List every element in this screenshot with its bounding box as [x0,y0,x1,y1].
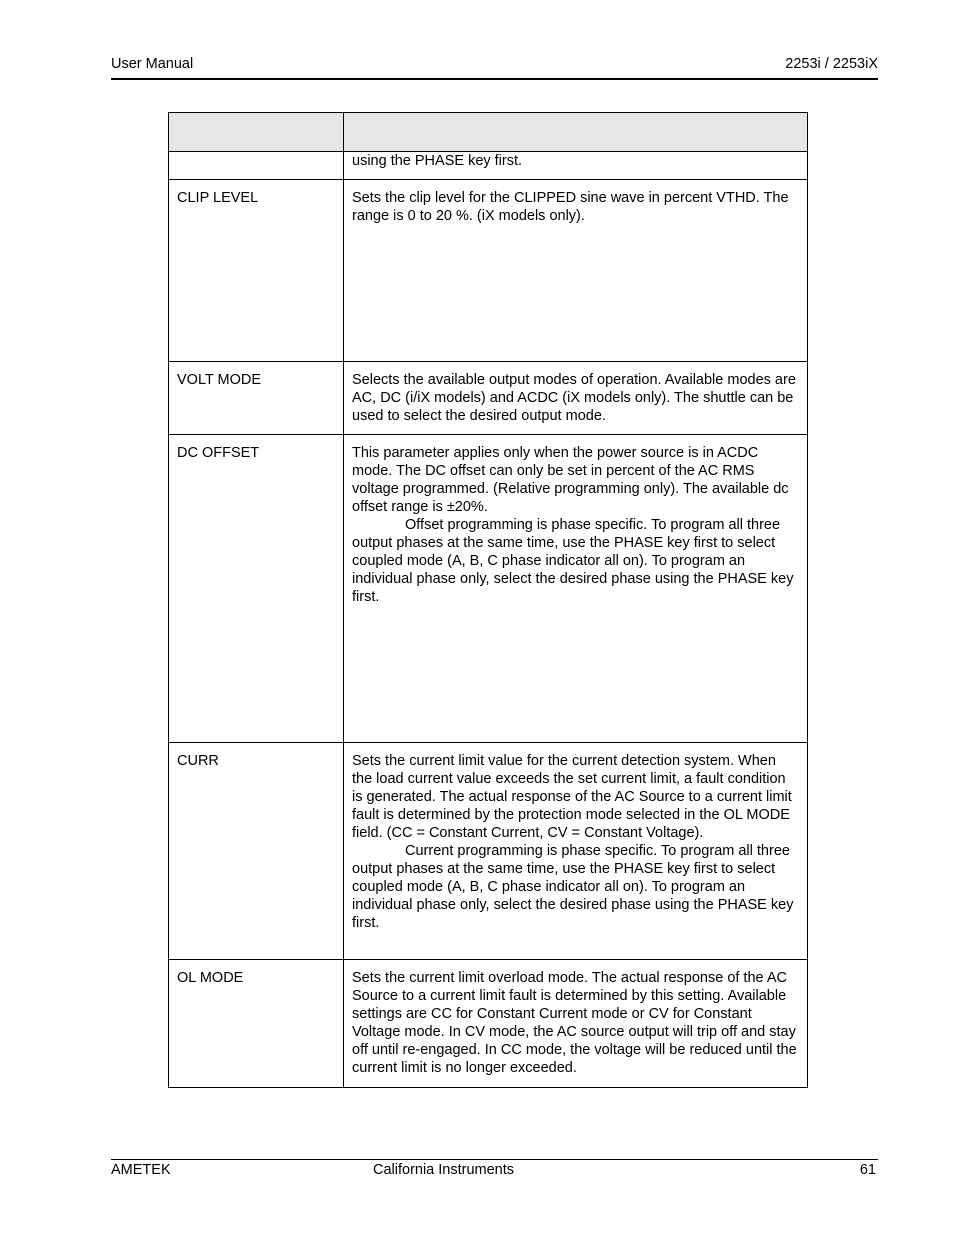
param-desc-dc-offset-phase: Offset programming is phase specific. To program all three output phases at the same time, use the PHASE key first to select coupled mode (A, B, C phase indicator all on). To program an individual phase only, select the desired phase using the PHASE key first. [352,517,794,605]
param-desc-volt-mode: Selects the available output modes of operation. Available modes are AC, DC (i/iX models) and ACDC (iX models only). The shuttle can be used to select the desired output mode. [352,372,796,424]
param-name-ol-mode: OL MODE [177,970,244,986]
page-header [111,56,878,80]
page-number: 61 [859,1162,876,1178]
continuation-row [169,152,808,180]
param-name-curr: CURR [177,753,219,769]
table-header-cell-1 [169,113,344,152]
footer-company: AMETEK [111,1162,171,1178]
table-row [169,960,808,1088]
continuation-text: using the PHASE key first. [344,152,808,180]
table-row [169,743,808,960]
param-name-volt-mode: VOLT MODE [177,372,262,388]
table-row [169,362,808,435]
header-title: User Manual [111,56,194,72]
page-footer [111,1159,878,1182]
param-desc-ol-mode: Sets the current limit overload mode. The actual response of the AC Source to a current limit fault is determined by this setting. Available settings are CC for Constant Current mode or CV for Constant Voltage mode. In CV mode, the AC source output will trip off and stay off until re-engaged. In CC mode, the voltage will be reduced until the current limit is no longer exceeded. [352,970,797,1076]
table-header-row [169,113,808,152]
param-desc-dc-offset: This parameter applies only when the power source is in ACDC mode. The DC offset can only be set in percent of the AC RMS voltage programmed. (Relative programming only). The available dc offset range is ±20%. [352,445,789,515]
param-desc-curr-phase: Current programming is phase specific. To program all three output phases at the same time, use the PHASE key first to select coupled mode (A, B, C phase indicator all on). To program an individual phase only, select the desired phase using the PHASE key first. [352,843,794,931]
param-desc-curr: Sets the current limit value for the current detection system. When the load current value exceeds the set current limit, a fault condition is generated. The actual response of the AC Source to a current limit fault is determined by the protection mode selected in the OL MODE field. (CC = Constant Current, CV = Constant Voltage). [352,753,792,841]
footer-brand: California Instruments [373,1162,515,1178]
parameter-table [168,112,808,1088]
table-row [169,180,808,362]
param-name-dc-offset: DC OFFSET [177,445,260,461]
header-model: 2253i / 2253iX [785,56,878,72]
param-desc-clip-level: Sets the clip level for the CLIPPED sine wave in percent VTHD. The range is 0 to 20 %. (iX models only). [352,190,789,224]
continuation-name-cell [169,152,344,180]
table-header-cell-2 [344,113,808,152]
param-name-clip-level: CLIP LEVEL [177,190,259,206]
table-row [169,435,808,743]
